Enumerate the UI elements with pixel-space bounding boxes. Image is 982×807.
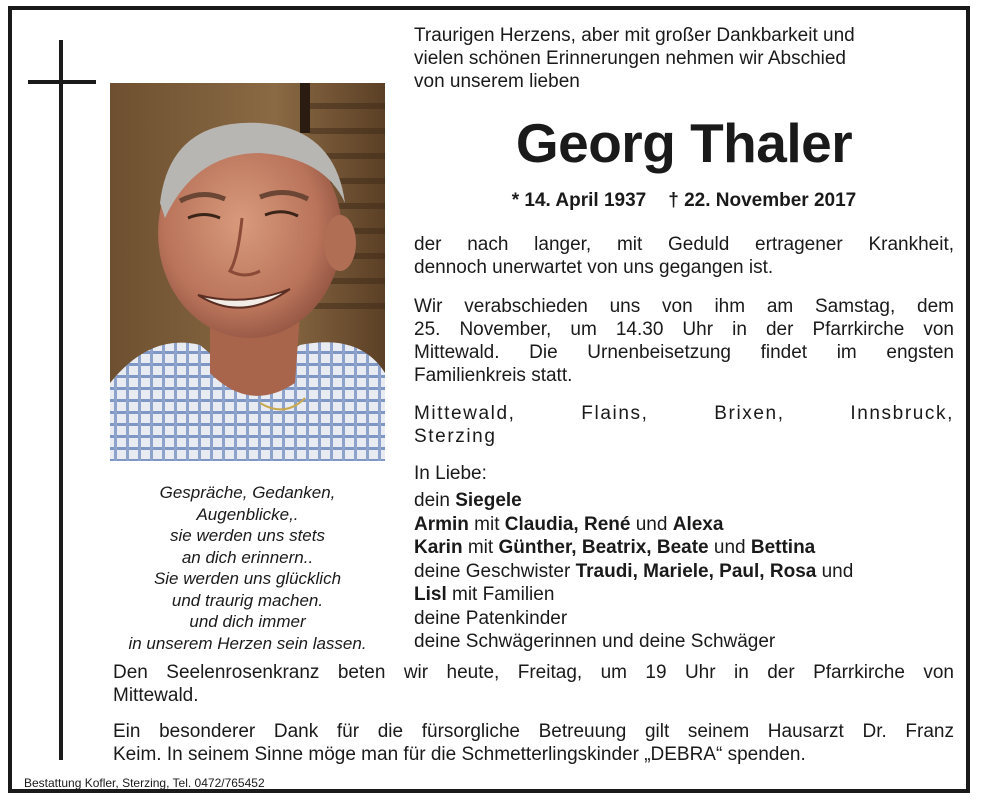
family-text: und [630, 513, 673, 535]
poem-line: Augenblicke,. [196, 504, 299, 524]
family-line [414, 513, 954, 537]
family-member-name: Traudi, Mariele, Paul, Rosa [575, 560, 817, 582]
intro-line: vielen schönen Erinnerungen nehmen wir Abschied [414, 48, 846, 69]
life-dates [414, 188, 954, 214]
rosary-paragraph [113, 661, 954, 707]
text-line: dennoch unerwartet von uns gegangen ist. [414, 257, 774, 278]
poem-line: und traurig machen. [171, 590, 324, 610]
family-member-name: Lisl [414, 584, 447, 605]
family-text: deine Geschwister [414, 560, 576, 582]
text-line: der nach langer, mit Geduld ertragener Krankheit, [414, 234, 954, 255]
family-line [414, 630, 954, 654]
text-line: Mittewald. Die Urnenbeisetzung findet im engsten [414, 342, 954, 363]
family-text: und [708, 537, 751, 558]
family-line [414, 583, 954, 607]
place-line: Sterzing [414, 426, 497, 447]
death-date: † 22. November 2017 [668, 190, 857, 211]
family-text: mit Familien [446, 584, 555, 605]
text-line: 25. November, um 14.30 Uhr in der Pfarrkirche von [414, 319, 954, 340]
poem-line: an dich erinnern.. [181, 547, 314, 567]
place-line: Mittewald, Flains, Brixen, Innsbruck, [414, 403, 954, 424]
cross-icon-vertical [59, 40, 63, 760]
birth-date: * 14. April 1937 [511, 190, 647, 211]
thanks-paragraph [113, 720, 954, 766]
portrait-photo [110, 83, 385, 461]
poem-line: Sie werden uns glücklich [153, 569, 342, 588]
family-line [414, 536, 954, 560]
family-text: deine Patenkinder [414, 607, 568, 629]
poem-line: Gespräche, Gedanken, [159, 483, 336, 502]
text-line: Mittewald. [113, 685, 199, 706]
poem-line: in unserem Herzen sein lassen. [128, 633, 367, 653]
family-text: deine Schwägerinnen und deine Schwäger [414, 631, 776, 652]
intro-line: Traurigen Herzens, aber mit großer Dankbarkeit und [414, 25, 855, 46]
poem [100, 482, 395, 654]
text-line: Familienkreis statt. [414, 365, 573, 386]
family-text: dein [414, 490, 456, 511]
family-text: mit [462, 537, 499, 558]
text-line: Wir verabschieden uns von ihm am Samstag, dem [414, 296, 954, 317]
funeral-home-footer: Bestattung Kofler, Sterzing, Tel. 0472/765452 [24, 776, 265, 790]
family-line [414, 489, 954, 513]
in-liebe-label: In Liebe: [414, 463, 487, 484]
poem-line: sie werden uns stets [170, 526, 325, 545]
family-member-name: Claudia, René [504, 513, 631, 535]
funeral-paragraph [414, 295, 954, 387]
family-text: mit [468, 513, 505, 535]
family-member-name: Bettina [750, 537, 816, 558]
text-line: Keim. In seinem Sinne möge man für die Schmetterlingskinder „DEBRA“ spenden. [113, 744, 806, 765]
cross-icon-horizontal [28, 80, 96, 84]
intro-text [414, 24, 954, 93]
illness-paragraph [414, 233, 954, 279]
text-line: Den Seelenrosenkranz beten wir heute, Freitag, um 19 Uhr in der Pfarrkirche von [113, 662, 954, 683]
deceased-name: Georg Thaler [515, 112, 853, 174]
text-line: Ein besonderer Dank für die fürsorgliche Betreuung gilt seinem Hausarzt Dr. Franz [113, 721, 954, 742]
family-member-name: Alexa [672, 513, 724, 535]
intro-line: von unserem lieben [414, 71, 580, 92]
family-line [414, 607, 954, 631]
family-member-name: Armin [414, 513, 469, 535]
family-line [414, 560, 954, 584]
family-member-name: Günther, Beatrix, Beate [498, 537, 709, 558]
family-member-name: Siegele [455, 490, 522, 511]
poem-line: und dich immer [189, 612, 306, 631]
family-list [414, 489, 954, 654]
places-list [414, 402, 954, 448]
family-text: und [816, 560, 854, 582]
family-member-name: Karin [414, 537, 463, 558]
